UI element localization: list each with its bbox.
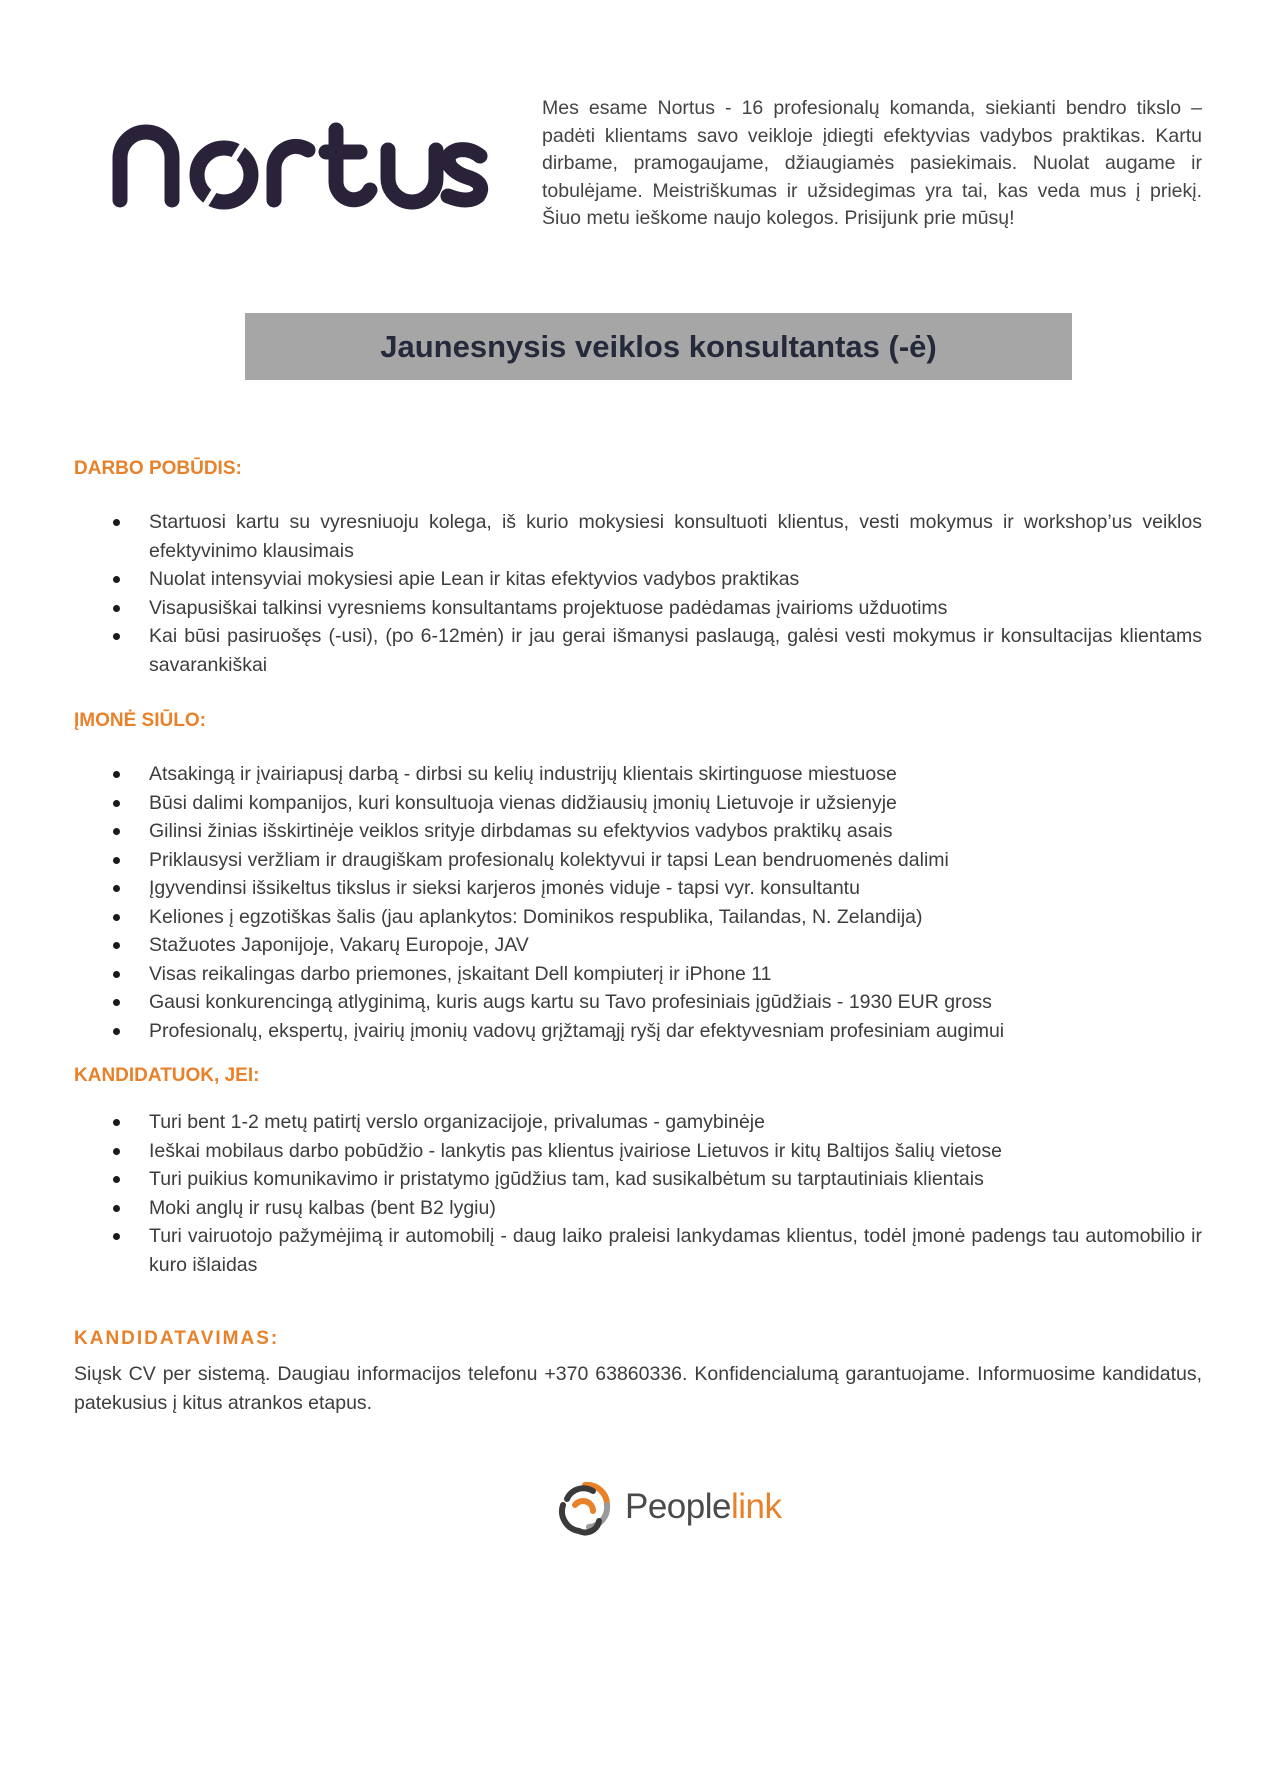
peoplelink-logo <box>553 1472 793 1542</box>
list-item: Turi vairuotojo pažymėjimą ir automobilį - daug laiko praleisi lankydamas klientus, todėl įmonė padengs tau automobilio ir kuro išlaidas <box>74 1222 1202 1279</box>
section-heading-company-offers: ĮMONĖ SIŪLO: <box>74 710 206 731</box>
job-title-banner <box>245 313 1072 380</box>
list-item: Nuolat intensyviai mokysiesi apie Lean ir kitas efektyvios vadybos praktikas <box>74 565 1202 594</box>
list-item: Profesionalų, ekspertų, įvairių įmonių vadovų grįžtamąjį ryšį dar efektyvesniam profesiniam augimui <box>74 1017 1202 1046</box>
list-item: Moki anglų ir rusų kalbas (bent B2 lygiu) <box>74 1194 1202 1223</box>
company-offers-list <box>74 760 1202 1045</box>
list-item: Gilinsi žinias išskirtinėje veiklos srityje dirbdamas su efektyvios vadybos praktikų asais <box>74 817 1202 846</box>
nortus-logo <box>108 120 493 210</box>
peoplelink-wordmark: Peoplelink <box>625 1487 782 1526</box>
section-heading-application: KANDIDATAVIMAS: <box>74 1328 280 1349</box>
list-item: Turi bent 1-2 metų patirtį verslo organizacijoje, privalumas - gamybinėje <box>74 1108 1202 1137</box>
nortus-logo-wordmark <box>108 120 493 210</box>
list-item: Atsakingą ir įvairiapusį darbą - dirbsi su kelių industrijų klientais skirtinguose miestuose <box>74 760 1202 789</box>
company-intro: Mes esame Nortus - 16 profesionalų komanda, siekianti bendro tikslo – padėti klientams savo veikloje įdiegti efektyvias vadybos praktikas. Kartu dirbame, pramogaujame, džiaugiamės pasiekimais. Nuolat augame ir tobulėjame. Meistriškumas ir užsidegimas yra tai, kas veda mus į priekį. Šiuo metu ieškome naujo kolegos. Prisijunk prie mūsų! <box>542 97 1202 230</box>
list-item: Visapusiškai talkinsi vyresniems konsultantams projektuose padėdamas įvairioms užduotims <box>74 594 1202 623</box>
peoplelink-rings-icon <box>553 1475 617 1539</box>
list-item: Turi puikius komunikavimo ir pristatymo įgūdžius tam, kad susikalbėtum su tarptautiniais klientais <box>74 1165 1202 1194</box>
list-item: Būsi dalimi kompanijos, kuri konsultuoja vienas didžiausių įmonių Lietuvoje ir užsienyje <box>74 789 1202 818</box>
list-item: Kai būsi pasiruošęs (-usi), (po 6-12mėn) ir jau gerai išmanysi paslaugą, galėsi vesti mokymus ir konsultacijas klientams savarankiškai <box>74 622 1202 679</box>
application-text: Siųsk CV per sistemą. Daugiau informacijos telefonu +370 63860336. Konfidencialumą garantuojame. Informuosime kandidatus, patekusius į kitus atrankos etapus. <box>74 1363 1202 1414</box>
section-heading-apply-if: KANDIDATUOK, JEI: <box>74 1065 260 1086</box>
job-title: Jaunesnysis veiklos konsultantas (-ė) <box>380 328 937 364</box>
list-item: Keliones į egzotiškas šalis (jau aplankytos: Dominikos respublika, Tailandas, N. Zelandija) <box>74 903 1202 932</box>
apply-if-list <box>74 1108 1202 1279</box>
list-item: Įgyvendinsi išsikeltus tikslus ir sieksi karjeros įmonės viduje - tapsi vyr. konsultantu <box>74 874 1202 903</box>
list-item: Priklausysi veržliam ir draugiškam profesionalų kolektyvui ir tapsi Lean bendruomenės dalimi <box>74 846 1202 875</box>
list-item: Startuosi kartu su vyresniuoju kolega, iš kurio mokysiesi konsultuoti klientus, vesti mokymus ir workshop’us veiklos efektyvinimo klausimais <box>74 508 1202 565</box>
list-item: Visas reikalingas darbo priemones, įskaitant Dell kompiuterį ir iPhone 11 <box>74 960 1202 989</box>
list-item: Gausi konkurencingą atlyginimą, kuris augs kartu su Tavo profesiniais įgūdžiais - 1930 EUR gross <box>74 988 1202 1017</box>
list-item: Ieškai mobilaus darbo pobūdžio - lankytis pas klientus įvairiose Lietuvos ir kitų Baltijos šalių vietose <box>74 1137 1202 1166</box>
section-heading-work-nature: DARBO POBŪDIS: <box>74 458 242 479</box>
list-item: Stažuotes Japonijoje, Vakarų Europoje, JAV <box>74 931 1202 960</box>
work-nature-list <box>74 508 1202 679</box>
